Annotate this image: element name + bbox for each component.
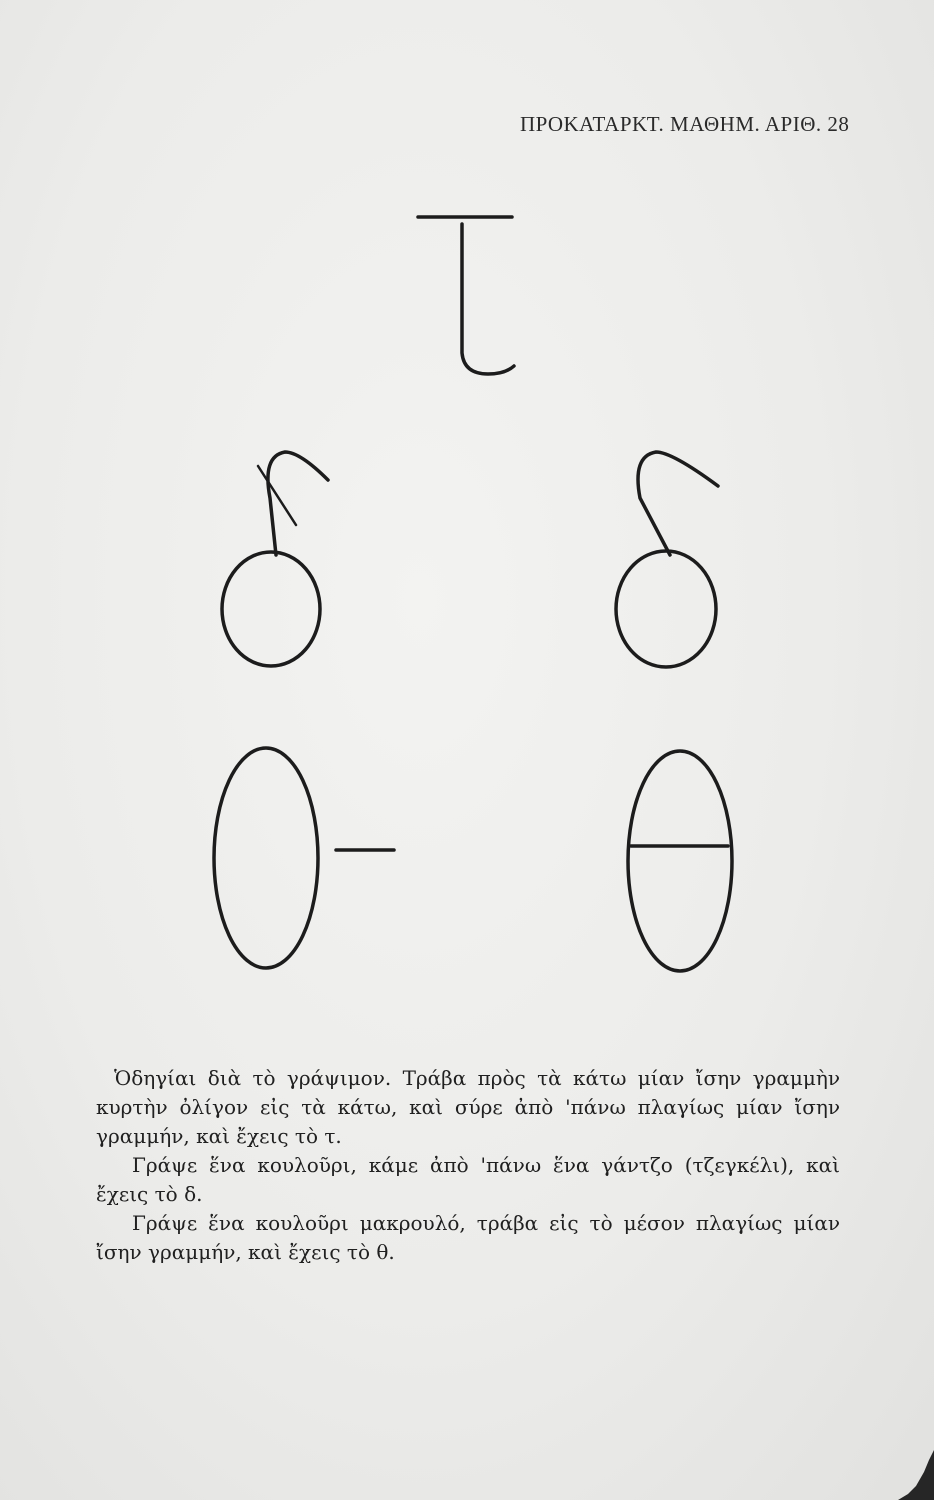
instructions-delta: Γράψε ἕνα κουλοῦρι, κάμε ἀπὸ 'πάνω ἕνα γάντζο (τζεγκέλι), καὶ ἔχεις τὸ δ. [96,1153,840,1206]
instructions-theta: Γράψε ἕνα κουλοῦρι μακρουλό, τράβα εἰς τὸ μέσον πλαγίως μίαν ἴσην γραμμήν, καὶ ἔχεις τὸ θ. [96,1211,840,1264]
delta-hook [638,452,718,555]
running-head: ΠΡΟΚΑΤΑΡΚΤ. ΜΑΘΗΜ. ΑΡΙΘ. 28 [520,112,850,136]
letter-theta-parts-figure [214,748,394,968]
delta-hook-stroke [268,452,328,555]
instructions-tau: Ὁδηγίαι διὰ τὸ γράψιμον. Τράβα πρὸς τὰ κάτω μίαν ἴσην γραμμὴν κυρτὴν ὀλίγον εἰς τὰ κάτω, καὶ σύρε ἀπὸ 'πάνω πλαγίως μίαν ἴσην γραμμήν, καὶ ἔχεις τὸ τ. [96,1066,840,1148]
delta-loop-stroke [222,552,320,666]
letter-delta-parts-figure [222,452,328,666]
delta-hook-inner-stroke [258,466,296,525]
theta-oval-stroke [214,748,318,968]
writing-instructions [96,1064,840,1267]
torn-corner-shadow [898,1450,934,1500]
letter-theta-complete-figure [628,751,732,971]
theta-oval [628,751,732,971]
tau-stem [462,224,514,374]
letter-tau-figure [418,217,514,374]
delta-loop [616,551,716,667]
letter-delta-complete-figure [616,452,718,667]
